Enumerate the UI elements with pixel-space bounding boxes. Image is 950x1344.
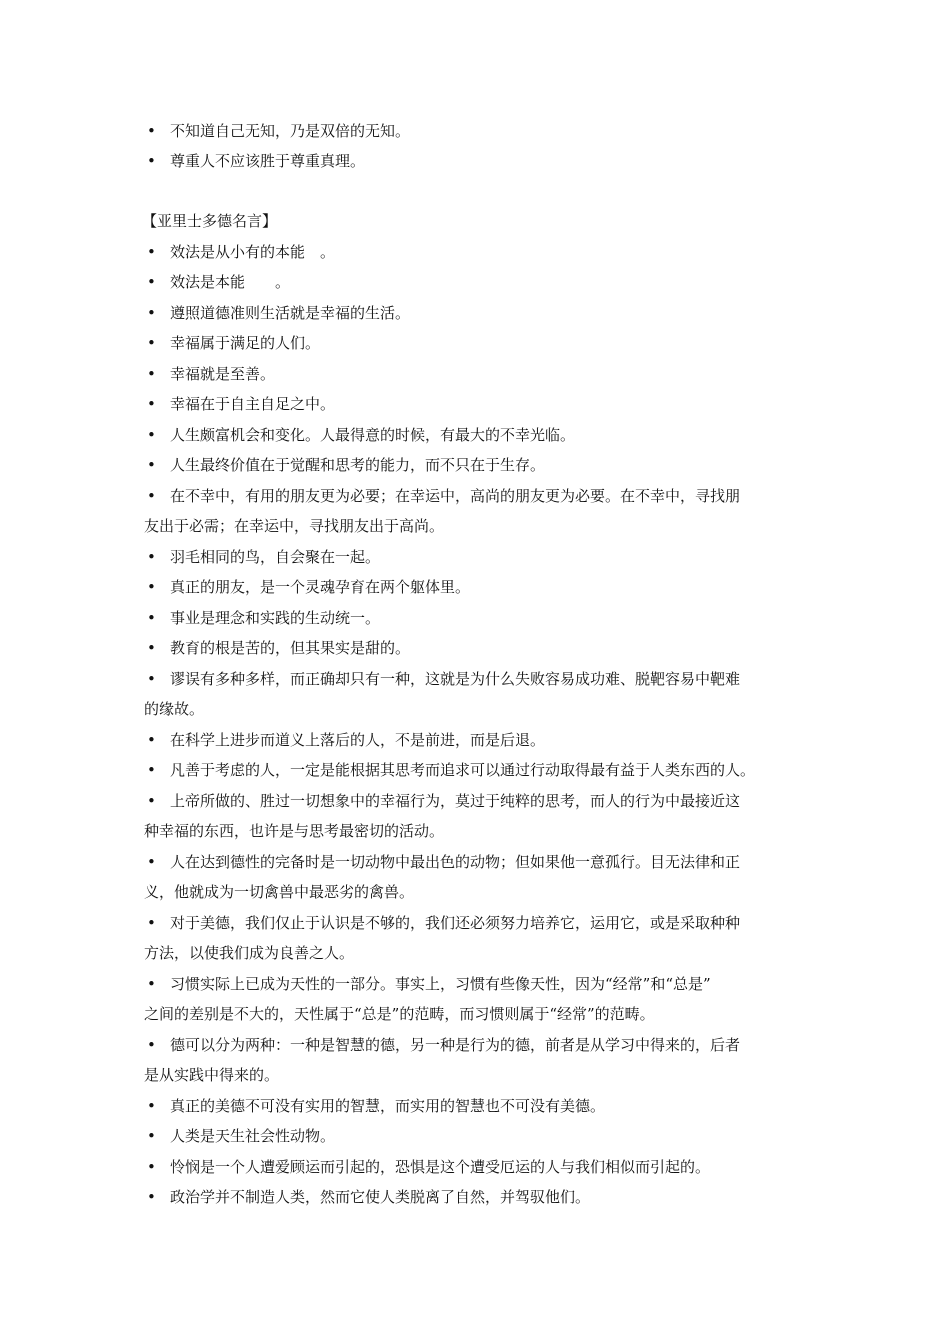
intro-item [144, 146, 810, 176]
quote-text: 幸福在于自主自足之中。 [170, 395, 336, 413]
quote-item [144, 542, 810, 572]
bullet-icon: • [147, 1127, 156, 1145]
quote-item [144, 389, 810, 419]
quote-item [144, 450, 810, 480]
bullet-icon: • [147, 122, 156, 140]
quote-text: 幸福属于满足的人们。 [170, 334, 321, 352]
bullet-icon: • [147, 731, 156, 749]
bullet-icon: • [147, 1188, 156, 1206]
quote-item [144, 1182, 810, 1212]
bullet-icon: • [147, 1097, 156, 1115]
bullet-icon: • [147, 853, 156, 871]
bullet-icon: • [147, 273, 156, 291]
bullet-icon: • [147, 639, 156, 657]
quote-continuation: 方法，以使我们成为良善之人。 [144, 944, 355, 962]
quote-item [144, 328, 810, 358]
bullet-icon: • [147, 365, 156, 383]
intro-item [144, 116, 810, 146]
quote-continuation: 的缘故。 [144, 700, 205, 718]
quote-item [144, 359, 810, 389]
quote-item [144, 1030, 810, 1060]
bullet-icon: • [147, 792, 156, 810]
quote-text: 真正的美德不可没有实用的智慧，而实用的智慧也不可没有美德。 [170, 1097, 606, 1115]
intro-item-text: 尊重人不应该胜于尊重真理。 [170, 152, 366, 170]
quote-text: 怜悯是一个人遭爱顾运而引起的，恐惧是这个遭受厄运的人与我们相似而引起的。 [170, 1158, 711, 1176]
quote-item [144, 1121, 810, 1151]
quote-item [144, 1091, 810, 1121]
quote-item [144, 847, 810, 877]
section-title: 【亚里士多德名言】 [142, 212, 278, 230]
quote-item [144, 572, 810, 602]
quote-text: 在不幸中，有用的朋友更为必要；在幸运中，高尚的朋友更为必要。在不幸中，寻找朋 [170, 487, 741, 505]
quote-text: 羽毛相同的鸟，自会聚在一起。 [170, 548, 381, 566]
quote-text: 对于美德，我们仅止于认识是不够的，我们还必须努力培养它，运用它，或是采取种种 [170, 914, 741, 932]
quote-text: 人生颇富机会和变化。人最得意的时候，有最大的不幸光临。 [170, 426, 576, 444]
quote-text: 效法是从小有的本能 。 [170, 243, 336, 261]
quote-text: 幸福就是至善。 [170, 365, 276, 383]
bullet-icon: • [147, 426, 156, 444]
quote-item [144, 633, 810, 663]
bullet-icon: • [147, 975, 156, 993]
quote-text: 人在达到德性的完备时是一切动物中最出色的动物；但如果他一意孤行。目无法律和正 [170, 853, 741, 871]
quote-item [144, 420, 810, 450]
quote-continuation: 友出于必需；在幸运中，寻找朋友出于高尚。 [144, 517, 445, 535]
quote-text: 真正的朋友，是一个灵魂孕育在两个躯体里。 [170, 578, 471, 596]
quote-continuation: 之间的差别是不大的，天性属于“总是”的范畴，而习惯则属于“经常”的范畴。 [144, 1005, 655, 1023]
quote-text: 习惯实际上已成为天性的一部分。事实上，习惯有些像天性，因为“经常”和“总是” [170, 975, 711, 993]
quote-item [144, 237, 810, 267]
bullet-icon: • [147, 609, 156, 627]
quote-item [144, 267, 810, 297]
quote-continuation: 义，他就成为一切禽兽中最恶劣的禽兽。 [144, 883, 415, 901]
bullet-icon: • [147, 395, 156, 413]
bullet-icon: • [147, 548, 156, 566]
bullet-icon: • [147, 914, 156, 932]
quote-text: 效法是本能 。 [170, 273, 291, 291]
quote-item [144, 481, 810, 511]
quote-item [144, 786, 810, 816]
bullet-icon: • [147, 1158, 156, 1176]
bullet-icon: • [147, 1036, 156, 1054]
quote-text: 在科学上进步而道义上落后的人，不是前进，而是后退。 [170, 731, 546, 749]
bullet-icon: • [147, 304, 156, 322]
quote-item [144, 725, 810, 755]
quote-text: 人生最终价值在于觉醒和思考的能力，而不只在于生存。 [170, 456, 546, 474]
quote-item [144, 1152, 810, 1182]
quote-item [144, 908, 810, 938]
quote-text: 事业是理念和实践的生动统一。 [170, 609, 381, 627]
quote-item [144, 298, 810, 328]
quote-text: 人类是天生社会性动物。 [170, 1127, 336, 1145]
quote-continuation: 是从实践中得来的。 [144, 1066, 280, 1084]
quote-text: 上帝所做的、胜过一切想象中的幸福行为，莫过于纯粹的思考，而人的行为中最接近这 [170, 792, 741, 810]
quote-item [144, 755, 810, 785]
bullet-icon: • [147, 334, 156, 352]
quote-text: 政治学并不制造人类，然而它使人类脱离了自然，并驾驭他们。 [170, 1188, 591, 1206]
quote-text: 谬误有多种多样，而正确却只有一种，这就是为什么失败容易成功难、脱靶容易中靶难 [170, 670, 741, 688]
bullet-icon: • [147, 761, 156, 779]
quote-text: 教育的根是苦的，但其果实是甜的。 [170, 639, 411, 657]
quote-item [144, 603, 810, 633]
bullet-icon: • [147, 243, 156, 261]
quote-text: 凡善于考虑的人，一定是能根据其思考而追求可以通过行动取得最有益于人类东西的人。 [170, 761, 756, 779]
quote-continuation: 种幸福的东西，也许是与思考最密切的活动。 [144, 822, 445, 840]
bullet-icon: • [147, 670, 156, 688]
bullet-icon: • [147, 152, 156, 170]
quote-item [144, 969, 810, 999]
bullet-icon: • [147, 456, 156, 474]
quote-item [144, 664, 810, 694]
bullet-icon: • [147, 578, 156, 596]
quote-text: 德可以分为两种：一种是智慧的德，另一种是行为的德，前者是从学习中得来的，后者 [170, 1036, 741, 1054]
quote-text: 遵照道德准则生活就是幸福的生活。 [170, 304, 411, 322]
intro-item-text: 不知道自己无知，乃是双倍的无知。 [170, 122, 411, 140]
bullet-icon: • [147, 487, 156, 505]
